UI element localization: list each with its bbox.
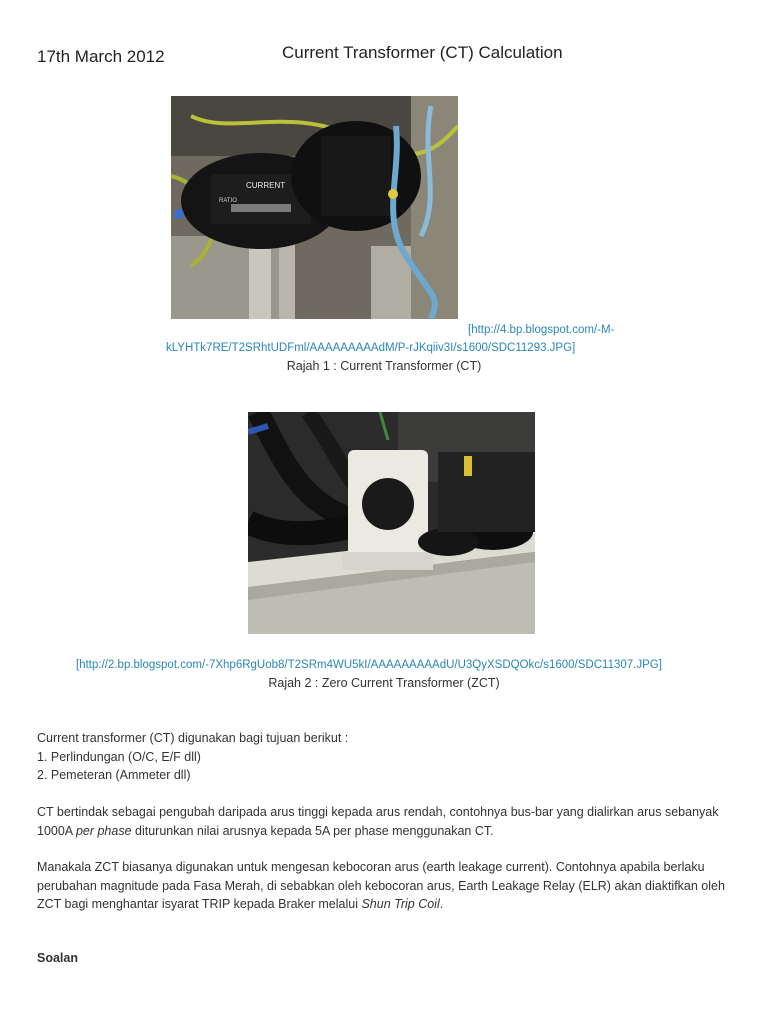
ct-function-emphasis: per phase xyxy=(75,823,132,838)
post-date: 17th March 2012 xyxy=(37,47,165,66)
ct-image-link-part2[interactable]: kLYHTk7RE/T2SRhtUDFml/AAAAAAAAAdM/P-rJKqiiv3I/s1600/SDC11293.JPG] xyxy=(166,342,576,354)
zct-photo[interactable] xyxy=(248,412,535,634)
purpose-item-metering: 2. Pemeteran (Ammeter dll) xyxy=(37,768,191,782)
ct-label-text: CURRENT xyxy=(246,181,286,190)
ct-function-text-a: CT bertindak sebagai pengubah daripada arus tinggi kepada arus rendah, contohnya bus-bar yang dialirkan arus sebanyak 1000A xyxy=(37,805,719,838)
ct-function-paragraph xyxy=(37,803,737,840)
ct-image-link-part1[interactable]: [http://4.bp.blogspot.com/-M- xyxy=(468,324,615,336)
post-title: Current Transformer (CT) Calculation xyxy=(282,43,563,62)
ct-function-text-b: diturunkan nilai arusnya kepada 5A per phase menggunakan CT. xyxy=(131,823,494,838)
zct-function-emphasis: Shun Trip Coil xyxy=(361,897,440,911)
section-heading-soalan: Soalan xyxy=(37,951,78,965)
zct-function-paragraph xyxy=(37,858,737,914)
zct-caption: Rajah 2 : Zero Current Transformer (ZCT) xyxy=(268,676,500,690)
purpose-item-protection: 1. Perlindungan (O/C, E/F dll) xyxy=(37,749,201,764)
purpose-list xyxy=(37,729,737,785)
zct-image-link[interactable]: [http://2.bp.blogspot.com/-7Xhp6RgUob8/T2SRm4WU5kI/AAAAAAAAAdU/U3QyXSDQOkc/s1600/SDC11307.JPG] xyxy=(76,659,662,671)
ct-photo[interactable] xyxy=(171,96,458,319)
zct-function-text-a: Manakala ZCT biasanya digunakan untuk mengesan kebocoran arus (earth leakage current). Contohnya apabila berlaku perubahan magnitude pada Fasa Merah, di sebabkan oleh kebocoran arus, Earth Leakage Relay (ELR) akan diaktifkan oleh ZCT bagi menghantar isyarat TRIP kepada Braker melalui xyxy=(37,860,725,911)
ct-ratio-text: RATIO xyxy=(219,198,237,204)
zct-function-text-b: . xyxy=(439,897,444,911)
purpose-intro: Current transformer (CT) digunakan bagi tujuan berikut : xyxy=(37,731,349,745)
ct-caption: Rajah 1 : Current Transformer (CT) xyxy=(286,359,482,373)
